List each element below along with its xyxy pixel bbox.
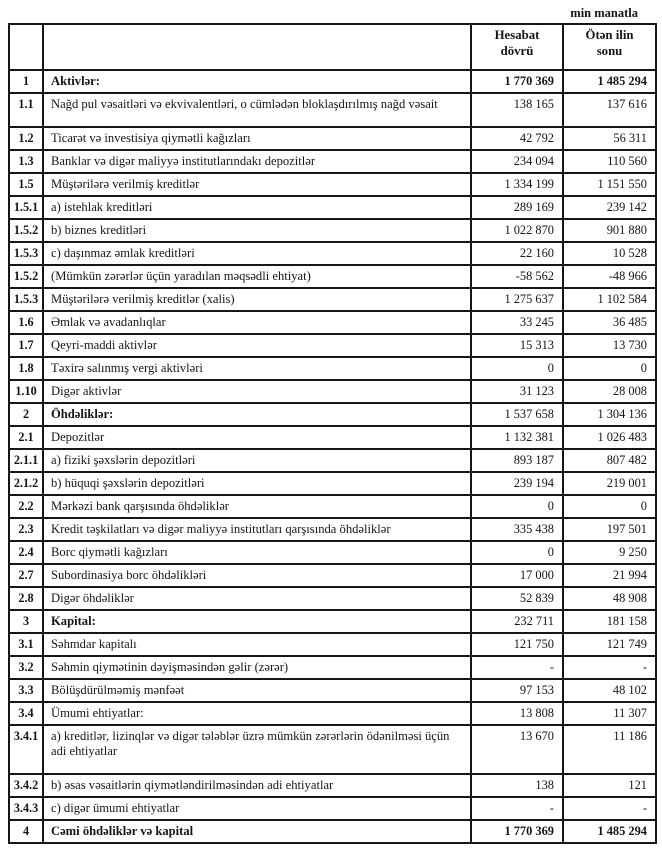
table-row	[9, 150, 656, 173]
value-current-cell: 33 245	[471, 311, 563, 334]
value-current-cell: 97 153	[471, 679, 563, 702]
row-label-cell: Ümumi ehtiyatlar:	[43, 702, 471, 725]
value-current-cell: 138 165	[471, 93, 563, 127]
row-label-cell: Digər öhdəliklər	[43, 587, 471, 610]
row-number-cell: 1.5.2	[9, 265, 43, 288]
table-row	[9, 70, 656, 93]
value-current-cell: 138	[471, 774, 563, 797]
row-number-cell: 2.8	[9, 587, 43, 610]
table-row	[9, 196, 656, 219]
row-label-cell: Müştərilərə verilmiş kreditlər	[43, 173, 471, 196]
value-current-cell: 13 808	[471, 702, 563, 725]
row-number-cell: 1.2	[9, 127, 43, 150]
table-row	[9, 656, 656, 679]
row-number-cell: 1	[9, 70, 43, 93]
row-number-cell: 3.1	[9, 633, 43, 656]
row-label-cell: Ticarət və investisiya qiymətli kağızları	[43, 127, 471, 150]
value-previous-cell: 10 528	[563, 242, 656, 265]
table-row	[9, 820, 656, 843]
row-number-cell: 2.1.1	[9, 449, 43, 472]
value-current-cell: 289 169	[471, 196, 563, 219]
row-label-cell: Öhdəliklər:	[43, 403, 471, 426]
table-row	[9, 472, 656, 495]
row-number-cell: 3.4.1	[9, 725, 43, 774]
table-row	[9, 725, 656, 774]
row-number-cell: 1.10	[9, 380, 43, 403]
value-previous-cell: 1 485 294	[563, 820, 656, 843]
value-previous-cell: 0	[563, 357, 656, 380]
value-previous-cell: 48 102	[563, 679, 656, 702]
table-row	[9, 219, 656, 242]
value-current-cell: 1 334 199	[471, 173, 563, 196]
value-current-cell: 0	[471, 495, 563, 518]
row-label-cell: Müştərilərə verilmiş kreditlər (xalis)	[43, 288, 471, 311]
table-row	[9, 797, 656, 820]
row-label-cell: Subordinasiya borc öhdəlikləri	[43, 564, 471, 587]
row-label-cell: Borc qiymətli kağızları	[43, 541, 471, 564]
value-current-cell: 22 160	[471, 242, 563, 265]
row-number-cell: 2.7	[9, 564, 43, 587]
row-label-cell: Depozitlər	[43, 426, 471, 449]
row-label-cell: c) digər ümumi ehtiyatlar	[43, 797, 471, 820]
value-current-cell: 239 194	[471, 472, 563, 495]
row-number-cell: 3.4.3	[9, 797, 43, 820]
value-previous-cell: 11 186	[563, 725, 656, 774]
value-current-cell: 31 123	[471, 380, 563, 403]
row-number-cell: 3	[9, 610, 43, 633]
table-row	[9, 610, 656, 633]
value-current-cell: 42 792	[471, 127, 563, 150]
value-current-cell: -	[471, 656, 563, 679]
row-number-cell: 2	[9, 403, 43, 426]
value-previous-cell: 121	[563, 774, 656, 797]
table-row	[9, 564, 656, 587]
value-previous-cell: 1 304 136	[563, 403, 656, 426]
value-previous-cell: -	[563, 797, 656, 820]
row-number-cell: 1.3	[9, 150, 43, 173]
row-label-cell: Kapital:	[43, 610, 471, 633]
table-row	[9, 127, 656, 150]
value-current-cell: 234 094	[471, 150, 563, 173]
table-row	[9, 173, 656, 196]
value-current-cell: 121 750	[471, 633, 563, 656]
table-row	[9, 265, 656, 288]
table-header	[9, 24, 656, 70]
row-number-cell: 1.8	[9, 357, 43, 380]
value-current-cell: 1 537 658	[471, 403, 563, 426]
row-number-cell: 1.5.3	[9, 242, 43, 265]
value-current-cell: 52 839	[471, 587, 563, 610]
table-row	[9, 587, 656, 610]
row-number-cell: 3.4	[9, 702, 43, 725]
value-previous-cell: 13 730	[563, 334, 656, 357]
table-row	[9, 774, 656, 797]
value-previous-cell: 28 008	[563, 380, 656, 403]
value-previous-cell: 9 250	[563, 541, 656, 564]
row-label-cell: Banklar və digər maliyyə institutlarındakı depozitlər	[43, 150, 471, 173]
row-label-cell: Cəmi öhdəliklər və kapital	[43, 820, 471, 843]
row-number-cell: 3.3	[9, 679, 43, 702]
value-previous-cell: 239 142	[563, 196, 656, 219]
value-previous-cell: 0	[563, 495, 656, 518]
value-previous-cell: 197 501	[563, 518, 656, 541]
value-current-cell: 15 313	[471, 334, 563, 357]
header-row	[9, 24, 656, 70]
row-label-cell: Mərkəzi bank qarşısında öhdəliklər	[43, 495, 471, 518]
row-label-cell: Təxirə salınmış vergi aktivləri	[43, 357, 471, 380]
table-row	[9, 380, 656, 403]
value-current-cell: 13 670	[471, 725, 563, 774]
value-previous-cell: 48 908	[563, 587, 656, 610]
row-label-cell: c) daşınmaz əmlak kreditləri	[43, 242, 471, 265]
row-number-cell: 1.5.2	[9, 219, 43, 242]
value-current-cell: 0	[471, 541, 563, 564]
row-label-cell: Qeyri-maddi aktivlər	[43, 334, 471, 357]
table-row	[9, 242, 656, 265]
row-number-cell: 2.4	[9, 541, 43, 564]
value-current-cell: 17 000	[471, 564, 563, 587]
header-cell-description	[43, 24, 471, 70]
table-row	[9, 633, 656, 656]
row-number-cell: 3.4.2	[9, 774, 43, 797]
value-current-cell: 1 770 369	[471, 820, 563, 843]
table-row	[9, 449, 656, 472]
row-label-cell: Səhmin qiymətinin dəyişməsindən gəlir (zərər)	[43, 656, 471, 679]
value-current-cell: 893 187	[471, 449, 563, 472]
row-number-cell: 2.1	[9, 426, 43, 449]
row-number-cell: 2.1.2	[9, 472, 43, 495]
row-number-cell: 1.7	[9, 334, 43, 357]
balance-sheet-table	[8, 23, 657, 844]
row-number-cell: 1.1	[9, 93, 43, 127]
value-previous-cell: 1 151 550	[563, 173, 656, 196]
row-label-cell: Aktivlər:	[43, 70, 471, 93]
value-current-cell: 1 770 369	[471, 70, 563, 93]
table-row	[9, 541, 656, 564]
value-previous-cell: 110 560	[563, 150, 656, 173]
value-current-cell: 0	[471, 357, 563, 380]
value-current-cell: 232 711	[471, 610, 563, 633]
table-row	[9, 702, 656, 725]
value-current-cell: 1 022 870	[471, 219, 563, 242]
table-row	[9, 679, 656, 702]
row-label-cell: (Mümkün zərərlər üçün yaradılan məqsədli ehtiyat)	[43, 265, 471, 288]
table-row	[9, 93, 656, 127]
value-current-cell: 1 275 637	[471, 288, 563, 311]
value-previous-cell: 1 026 483	[563, 426, 656, 449]
header-cell-previous-period: Ötən ilin sonu	[563, 24, 656, 70]
row-label-cell: Digər aktivlər	[43, 380, 471, 403]
value-previous-cell: 36 485	[563, 311, 656, 334]
row-label-cell: b) biznes kreditləri	[43, 219, 471, 242]
table-row	[9, 288, 656, 311]
value-previous-cell: 219 001	[563, 472, 656, 495]
row-label-cell: Səhmdar kapitalı	[43, 633, 471, 656]
row-label-cell: Əmlak və avadanlıqlar	[43, 311, 471, 334]
table-row	[9, 495, 656, 518]
value-previous-cell: 807 482	[563, 449, 656, 472]
row-label-cell: a) istehlak kreditləri	[43, 196, 471, 219]
table-row	[9, 403, 656, 426]
value-previous-cell: 11 307	[563, 702, 656, 725]
row-label-cell: a) kreditlər, lizinqlər və digər tələblər üzrə mümkün zərərlərin ödənilməsi üçün adi ehtiyatlar	[43, 725, 471, 774]
row-number-cell: 3.2	[9, 656, 43, 679]
row-number-cell: 4	[9, 820, 43, 843]
table-body	[9, 70, 656, 843]
table-row	[9, 334, 656, 357]
value-previous-cell: 901 880	[563, 219, 656, 242]
header-cell-current-period: Hesabat dövrü	[471, 24, 563, 70]
row-label-cell: a) fiziki şəxslərin depozitləri	[43, 449, 471, 472]
value-previous-cell: -48 966	[563, 265, 656, 288]
row-number-cell: 1.6	[9, 311, 43, 334]
value-previous-cell: 1 102 584	[563, 288, 656, 311]
value-previous-cell: 137 616	[563, 93, 656, 127]
row-label-cell: b) hüquqi şəxslərin depozitləri	[43, 472, 471, 495]
header-cell-number	[9, 24, 43, 70]
table-row	[9, 357, 656, 380]
value-previous-cell: 121 749	[563, 633, 656, 656]
value-current-cell: -	[471, 797, 563, 820]
row-number-cell: 2.3	[9, 518, 43, 541]
row-label-cell: Nağd pul vəsaitləri və ekvivalentləri, o cümlədən bloklaşdırılmış nağd vəsait	[43, 93, 471, 127]
value-previous-cell: 56 311	[563, 127, 656, 150]
row-number-cell: 1.5	[9, 173, 43, 196]
value-previous-cell: 181 158	[563, 610, 656, 633]
value-current-cell: -58 562	[471, 265, 563, 288]
row-number-cell: 1.5.1	[9, 196, 43, 219]
unit-label: min manatla	[570, 6, 638, 20]
row-number-cell: 1.5.3	[9, 288, 43, 311]
row-label-cell: Kredit təşkilatları və digər maliyyə institutları qarşısında öhdəliklər	[43, 518, 471, 541]
row-label-cell: Bölüşdürülməmiş mənfəət	[43, 679, 471, 702]
value-previous-cell: 21 994	[563, 564, 656, 587]
value-previous-cell: 1 485 294	[563, 70, 656, 93]
value-current-cell: 1 132 381	[471, 426, 563, 449]
table-row	[9, 426, 656, 449]
table-row	[9, 311, 656, 334]
table-row	[9, 518, 656, 541]
value-current-cell: 335 438	[471, 518, 563, 541]
row-number-cell: 2.2	[9, 495, 43, 518]
row-label-cell: b) əsas vəsaitlərin qiymətləndirilməsindən adi ehtiyatlar	[43, 774, 471, 797]
value-previous-cell: -	[563, 656, 656, 679]
